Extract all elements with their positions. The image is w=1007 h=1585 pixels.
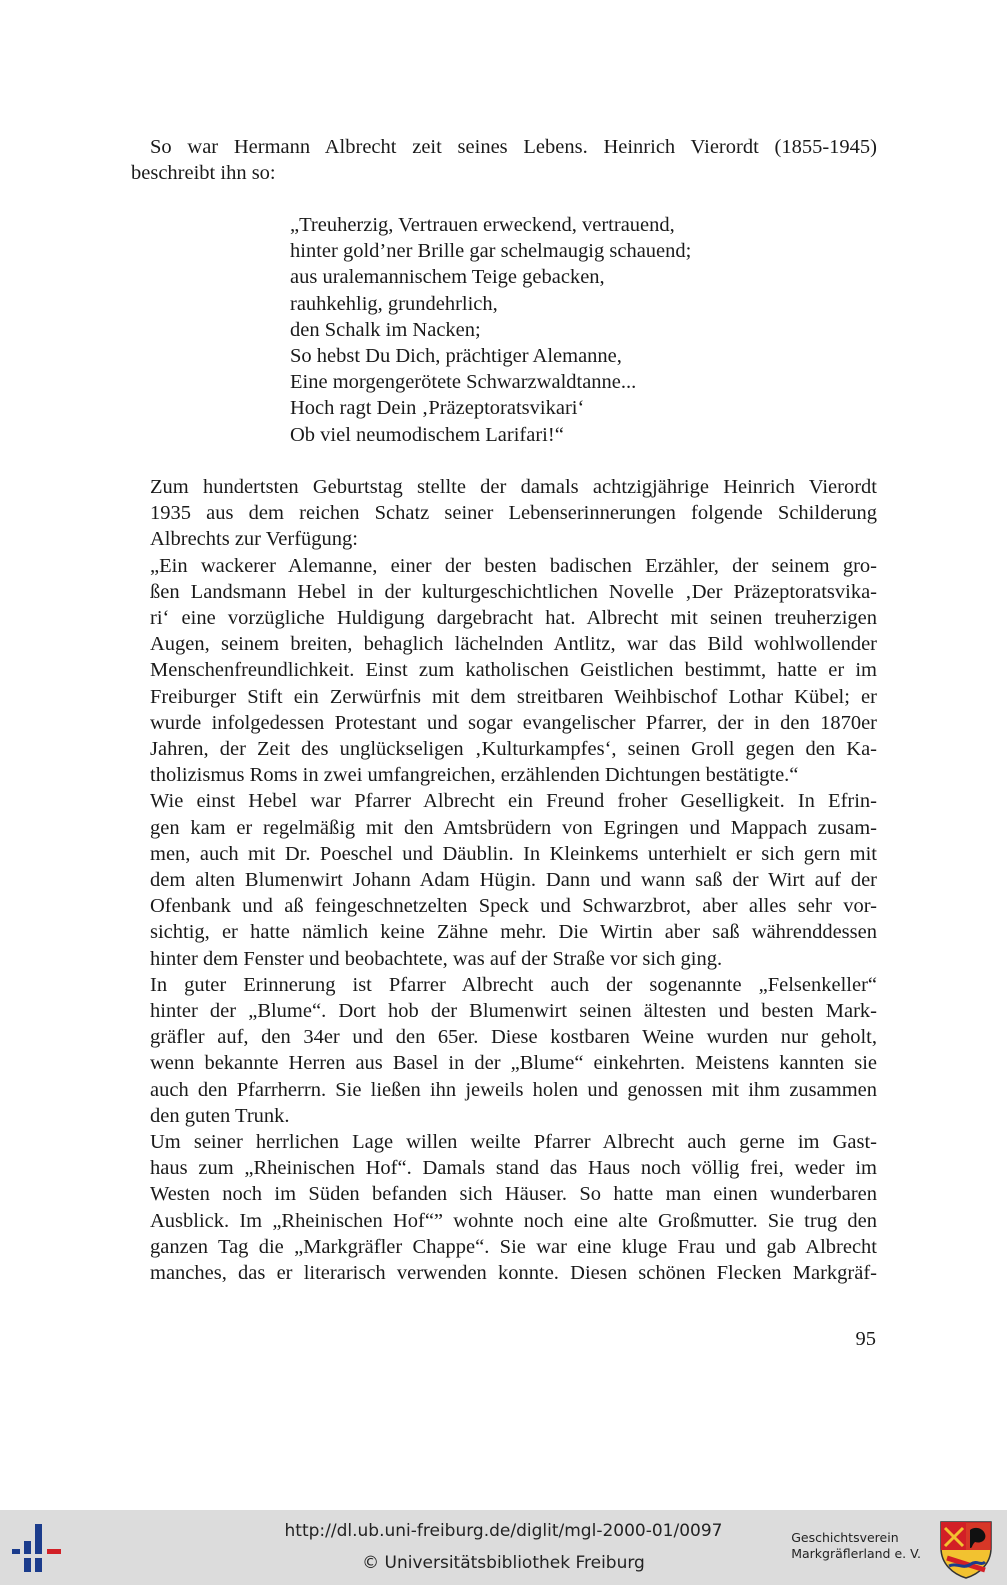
poem-line: rauhkehlig, grundehrlich,: [290, 292, 498, 315]
text-line: hinter dem Fenster und beobachtete, was auf der Straße vor sich ging.: [150, 947, 723, 970]
intro-text: [131, 134, 877, 186]
text-line: auch den Pfarrherrn. Sie ließen ihn jeweils holen und genossen mit ihm zusammen: [150, 1078, 877, 1101]
paragraph: [131, 474, 877, 553]
text-line: 1935 aus dem reichen Schatz seiner Lebenserinnerungen folgende Schilderung: [150, 502, 877, 525]
text-line: So war Hermann Albrecht zeit seines Lebens. Heinrich Vierordt (1855-1945): [150, 136, 877, 158]
text-line: „Ein wackerer Alemanne, einer der besten badischen Erzähler, der seinem gro-: [150, 554, 877, 577]
paragraph: [131, 972, 877, 1129]
poem-line: Hoch ragt Dein ‚Präzeptoratsvikari‘: [290, 397, 585, 420]
poem-quote: [290, 212, 691, 448]
text-line: Augen, seinem breiten, behaglich lächelnden Antlitz, war das Bild wohlwollender: [150, 633, 877, 656]
text-line: Wie einst Hebel war Pfarrer Albrecht ein Freund froher Geselligkeit. In Efrin-: [150, 790, 877, 813]
society-line: Markgräflerland e. V.: [791, 1546, 921, 1561]
text-line: wenn bekannte Herren aus Basel in der „Blume“ einkehrten. Meistens kannten sie: [150, 1052, 877, 1075]
text-line: Westen noch im Süden befanden sich Häuser. So hatte man einen wunderbaren: [150, 1183, 877, 1206]
footer-bar: [0, 1510, 1007, 1585]
poem-line: Ob viel neumodischem Larifari!“: [290, 423, 564, 446]
poem-line: aus uralemannischem Teige gebacken,: [290, 266, 605, 289]
society-name: [791, 1530, 921, 1562]
text-line: Ofenbank und aß feingeschnetzelten Speck und Schwarzbrot, aber alles sehr vor-: [150, 895, 877, 918]
text-line: In guter Erinnerung ist Pfarrer Albrecht auch der sogenannte „Felsenkeller“: [150, 973, 877, 996]
text-line: Ausblick. Im „Rheinischen Hof“” wohnte noch eine alte Großmutter. Sie trug den: [150, 1209, 877, 1232]
footer-copyright: © Universitätsbibliothek Freiburg: [362, 1553, 645, 1573]
text-line: den guten Trunk.: [150, 1104, 290, 1127]
text-line: haus zum „Rheinischen Hof“. Damals stand das Haus noch völlig frei, weder im: [150, 1157, 877, 1180]
text-line: Jahren, der Zeit des unglückseligen ‚Kulturkampfes‘, seinen Groll gegen den Ka-: [150, 738, 877, 761]
text-line: tholizismus Roms in zwei umfangreichen, erzählenden Dichtungen bestätigte.“: [150, 764, 799, 787]
society-line: Geschichtsverein: [791, 1530, 899, 1545]
text-line: Zum hundertsten Geburtstag stellte der damals achtzigjährige Heinrich Vierordt: [150, 476, 877, 498]
text-line: Menschenfreundlichkeit. Einst zum katholischen Geistlichen bestimmt, hatte er im: [150, 659, 877, 682]
text-line: beschreibt ihn so:: [131, 162, 276, 185]
body-text: [131, 474, 877, 1286]
text-line: hinter der „Blume“. Dort hob der Blumenwirt seinen ältesten und besten Mark-: [150, 1000, 877, 1023]
text-line: Freiburger Stift ein Zerwürfnis mit dem streitbaren Weihbischof Lothar Kübel; er: [150, 685, 877, 708]
poem-line: den Schalk im Nacken;: [290, 318, 481, 341]
intro-paragraph: [131, 134, 877, 186]
paragraph: [131, 553, 877, 789]
paragraph: [131, 788, 877, 971]
text-line: gräfler auf, den 34er und den 65er. Diese kostbaren Weine wurden nur geholt,: [150, 1026, 877, 1049]
poem-line: „Treuherzig, Vertrauen erweckend, vertrauend,: [290, 214, 675, 236]
footer-url-link[interactable]: http://dl.ub.uni-freiburg.de/diglit/mgl-2000-01/0097: [284, 1521, 723, 1541]
text-line: men, auch mit Dr. Poeschel und Däublin. In Kleinkems unterhielt er sich gern mit: [150, 842, 877, 865]
poem-line: hinter gold’ner Brille gar schelmaugig schauend;: [290, 240, 692, 263]
text-line: manches, das er literarisch verwenden konnte. Diesen schönen Flecken Markgräf-: [150, 1262, 877, 1285]
text-line: ganzen Tag die „Markgräfler Chappe“. Sie war eine kluge Frau und gab Albrecht: [150, 1235, 877, 1258]
text-line: gen kam er regelmäßig mit den Amtsbrüdern von Egringen und Mappach zusam-: [150, 816, 877, 839]
text-line: dem alten Blumenwirt Johann Adam Hügin. Dann und wann saß der Wirt auf der: [150, 869, 877, 892]
text-line: ri‘ eine vorzügliche Huldigung dargebracht hat. Albrecht mit seinen treuherzigen: [150, 607, 877, 630]
coat-of-arms-icon: [937, 1518, 995, 1580]
poem-line: So hebst Du Dich, prächtiger Alemanne,: [290, 345, 622, 368]
poem-line: Eine morgengerötete Schwarzwaldtanne...: [290, 371, 637, 394]
text-line: Albrechts zur Verfügung:: [150, 528, 358, 551]
text-line: wurde infolgedessen Protestant und sogar evangelischer Pfarrer, der in den 1870er: [150, 711, 877, 734]
text-line: ßen Landsmann Hebel in der kulturgeschichtlichen Novelle ‚Der Präzeptoratsvika-: [150, 580, 877, 603]
text-line: sichtig, er hatte nämlich keine Zähne mehr. Die Wirtin aber saß währenddessen: [150, 921, 877, 944]
text-line: Um seiner herrlichen Lage willen weilte Pfarrer Albrecht auch gerne im Gast-: [150, 1131, 877, 1154]
page-number: 95: [855, 1328, 876, 1350]
paragraph: [131, 1129, 877, 1286]
